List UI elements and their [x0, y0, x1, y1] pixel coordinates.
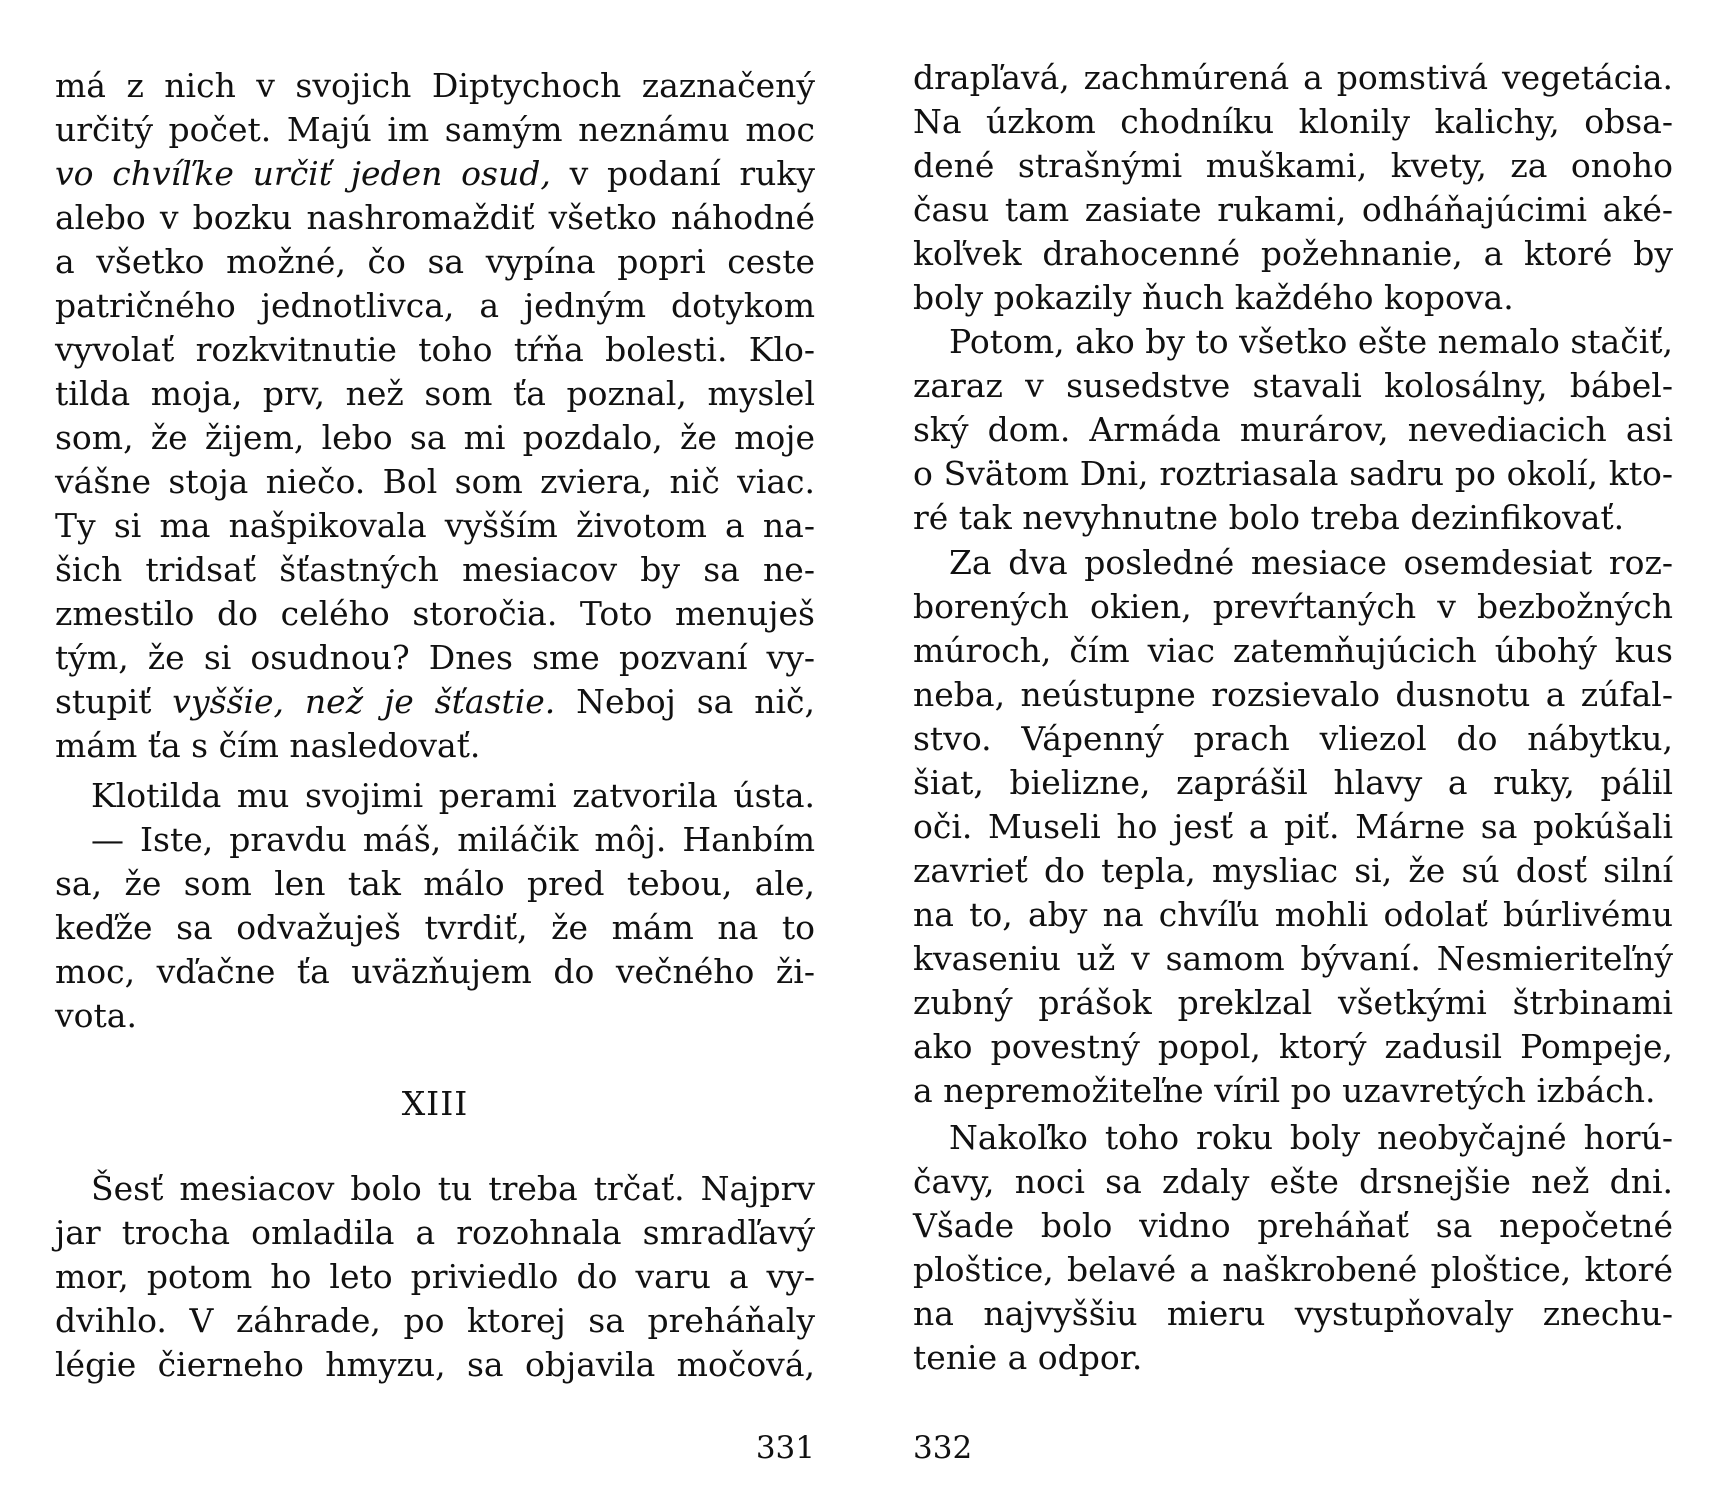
- page-number: 332: [913, 1430, 973, 1466]
- text-line: vota.: [55, 996, 137, 1035]
- text-line: čavy, noci sa zdaly ešte drsnejšie než dni.: [913, 1162, 1673, 1201]
- text-line: kvaseniu už v samom bývaní. Nesmieriteľný: [913, 939, 1673, 978]
- text-line: o Svätom Dni, roztriasala sadru po okolí, kto-: [913, 454, 1673, 493]
- text-line: múroch, čím viac zatemňujúcich úbohý kus: [913, 631, 1673, 670]
- text-line: času tam zasiate rukami, odháňajúcimi aké-: [913, 190, 1673, 229]
- text-line: ploštice, belavé a naškrobené ploštice, ktoré: [913, 1250, 1673, 1289]
- text-line: Ty si ma našpikovala vyšším životom a na-: [55, 506, 815, 545]
- text-line: borených okien, prevŕtaných v bezbožných: [913, 587, 1673, 626]
- text-line: Potom, ako by to všetko ešte nemalo stačiť,: [949, 322, 1673, 361]
- text-line: stvo. Vápenný prach vliezol do nábytku,: [913, 719, 1673, 758]
- text-line: a nepremožiteľne víril po uzavretých izbách.: [913, 1071, 1656, 1110]
- text-line: ré tak nevyhnutne bolo treba dezinfikovať.: [913, 498, 1625, 537]
- text-line: zaraz v susedstve stavali kolosálny, bábel-: [913, 366, 1673, 405]
- page-number: 331: [755, 1430, 815, 1466]
- text-line: vášne stoja niečo. Bol som zviera, nič viac.: [55, 462, 815, 501]
- text-line: zubný prášok preklzal všetkými štrbinami: [913, 983, 1673, 1022]
- text-line: patričného jednotlivca, a jedným dotykom: [55, 286, 815, 325]
- text-line: alebo v bozku nashromaždiť všetko náhodné: [55, 198, 815, 237]
- text-line: keďže sa odvažuješ tvrdiť, že mám na to: [55, 908, 815, 947]
- text-line: Za dva posledné mesiace osemdesiat roz-: [949, 543, 1673, 582]
- text-span: Neboj sa nič,: [555, 682, 815, 721]
- text-line: jar trocha omladila a rozohnala smradľavý: [55, 1213, 815, 1252]
- text-line: moc, vďačne ťa uväzňujem do večného ži-: [55, 952, 815, 991]
- text-line: šiat, bielizne, zaprášil hlavy a ruky, pálil: [913, 763, 1673, 802]
- text-line: oči. Museli ho jesť a piť. Márne sa pokúšali: [913, 807, 1673, 846]
- right-paragraph-4: [913, 1116, 1673, 1380]
- text-span: stupiť: [55, 682, 173, 721]
- text-line: Nakoľko toho roku boly neobyčajné horú-: [949, 1118, 1673, 1157]
- text-line: neba, neústupne rozsievalo dusnotu a zúfal-: [913, 675, 1673, 714]
- text-line: určitý počet. Majú im samým neznámu moc: [55, 110, 815, 149]
- text-line: [55, 680, 815, 724]
- text-line: — Iste, pravdu máš, miláčik môj. Hanbím: [91, 820, 815, 859]
- text-line: sa, že som len tak málo pred tebou, ale,: [55, 864, 815, 903]
- text-line: zmestilo do celého storočia. Toto menuješ: [55, 594, 815, 633]
- text-line: šich tridsať šťastných mesiacov by sa ne-: [55, 550, 815, 589]
- text-line: mor, potom ho leto priviedlo do varu a vy-: [55, 1257, 815, 1296]
- text-line: Na úzkom chodníku klonily kalichy, obsa-: [913, 102, 1673, 141]
- text-line: [55, 152, 815, 196]
- text-line: a všetko možné, čo sa vypína popri ceste: [55, 242, 815, 281]
- text-line: Klotilda mu svojimi perami zatvorila ústa.: [91, 776, 815, 815]
- text-line: Všade bolo vidno preháňať sa nepočetné: [913, 1206, 1673, 1245]
- text-line: boly pokazily ňuch každého kopova.: [913, 278, 1514, 317]
- text-line: tým, že si osudnou? Dnes sme pozvaní vy-: [55, 638, 815, 677]
- text-span: v podaní ruky: [550, 154, 815, 193]
- left-paragraph-2: [55, 774, 815, 1038]
- text-line: drapľavá, zachmúrená a pomstivá vegetácia.: [913, 58, 1673, 97]
- right-paragraph-2: [913, 320, 1673, 540]
- text-line: zavrieť do tepla, mysliac si, že sú dosť silní: [913, 851, 1673, 890]
- text-line: dené strašnými muškami, kvety, za onoho: [913, 146, 1673, 185]
- italic-phrase: vo chvíľke určiť jeden osud,: [55, 154, 551, 193]
- left-paragraph-3: [55, 1167, 815, 1387]
- text-line: légie čierneho hmyzu, sa objavila močová,: [55, 1345, 815, 1384]
- right-paragraph-1: [913, 56, 1673, 320]
- text-line: má z nich v svojich Diptychoch zaznačený: [55, 66, 815, 105]
- right-paragraph-3: [913, 541, 1673, 1113]
- text-line: vyvolať rozkvitnutie toho tŕňa bolesti. Klo-: [55, 330, 815, 369]
- text-line: tenie a odpor.: [913, 1338, 1143, 1377]
- left-paragraph-1: [55, 64, 815, 768]
- text-line: Šesť mesiacov bolo tu treba trčať. Najprv: [91, 1169, 815, 1208]
- text-line: dvihlo. V záhrade, po ktorej sa preháňaly: [55, 1301, 815, 1340]
- text-line: mám ťa s čím nasledovať.: [55, 726, 481, 765]
- text-line: som, že žijem, lebo sa mi pozdalo, že moje: [55, 418, 815, 457]
- text-line: na najvyššiu mieru vystupňovaly znechu-: [913, 1294, 1673, 1333]
- italic-phrase: vyššie, než je šťastie.: [172, 682, 556, 721]
- text-line: ský dom. Armáda murárov, nevediacich asi: [913, 410, 1673, 449]
- text-line: ako povestný popol, ktorý zadusil Pompeje,: [913, 1027, 1673, 1066]
- text-line: na to, aby na chvíľu mohli odolať búrlivému: [913, 895, 1673, 934]
- text-line: koľvek drahocenné požehnanie, a ktoré by: [913, 234, 1673, 273]
- text-line: tilda moja, prv, než som ťa poznal, myslel: [55, 374, 815, 413]
- chapter-heading: XIII: [401, 1084, 469, 1123]
